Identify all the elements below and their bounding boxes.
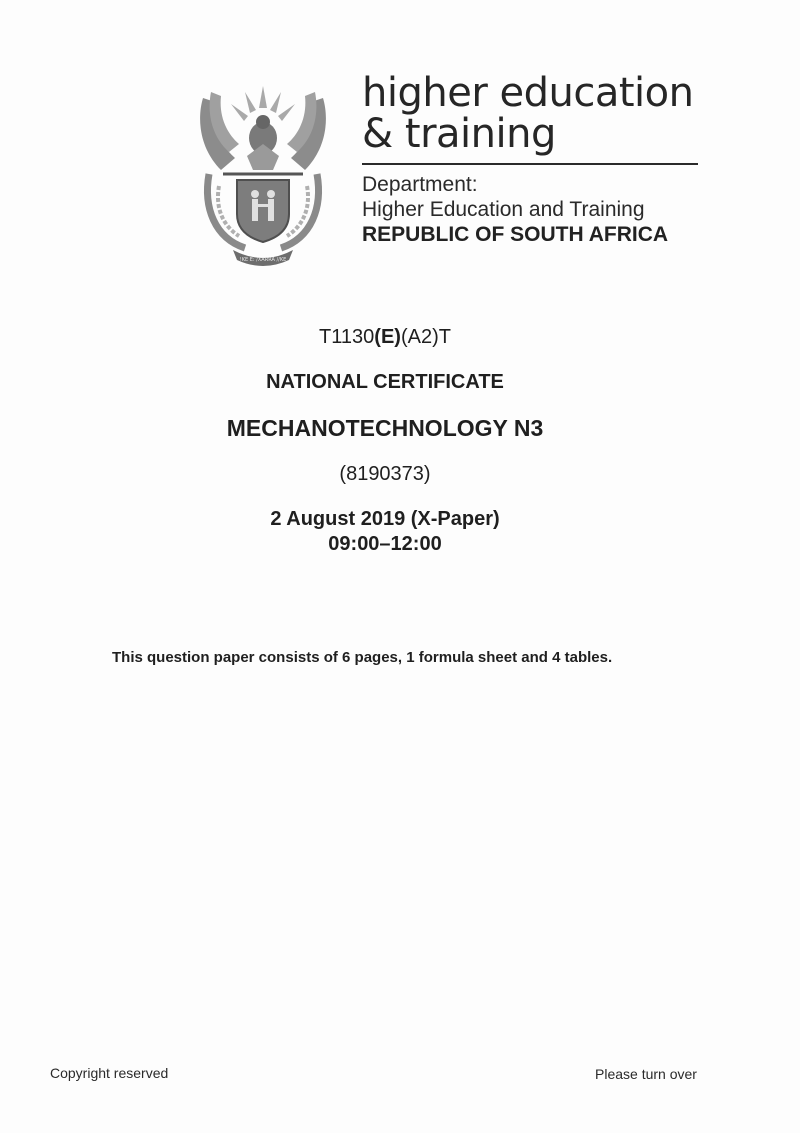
department-name: Higher Education and Training [362, 198, 645, 221]
subject-title: MECHANOTECHNOLOGY N3 [226, 415, 544, 441]
department-block [362, 172, 668, 247]
logo-wordmark [362, 70, 694, 157]
department-label: Department: [362, 173, 478, 196]
logo-divider [362, 163, 698, 165]
exam-schedule [0, 507, 770, 557]
coat-of-arms-icon [193, 78, 333, 268]
paper-contents-note: This question paper consists of 6 pages, 1 formula sheet and 4 tables. [112, 649, 613, 666]
subject-number: (8190373) [339, 463, 431, 485]
crest-motto: !KE E: /XARRA //KE [239, 257, 287, 263]
paper-code-language: (E) [374, 326, 401, 348]
logo-line-1: higher education [362, 70, 694, 116]
paper-code [0, 326, 770, 349]
turn-over-note: Please turn over [595, 1066, 697, 1082]
copyright-note: Copyright reserved [50, 1065, 169, 1081]
paper-code-prefix: T1130 [319, 326, 375, 348]
paper-code-suffix: (A2)T [400, 326, 451, 348]
exam-date: 2 August 2019 (X-Paper) [270, 508, 500, 530]
logo-line-2: & training [362, 111, 556, 157]
country-name: REPUBLIC OF SOUTH AFRICA [362, 223, 669, 246]
exam-time: 09:00–12:00 [328, 533, 442, 555]
certificate-title: NATIONAL CERTIFICATE [266, 371, 504, 393]
